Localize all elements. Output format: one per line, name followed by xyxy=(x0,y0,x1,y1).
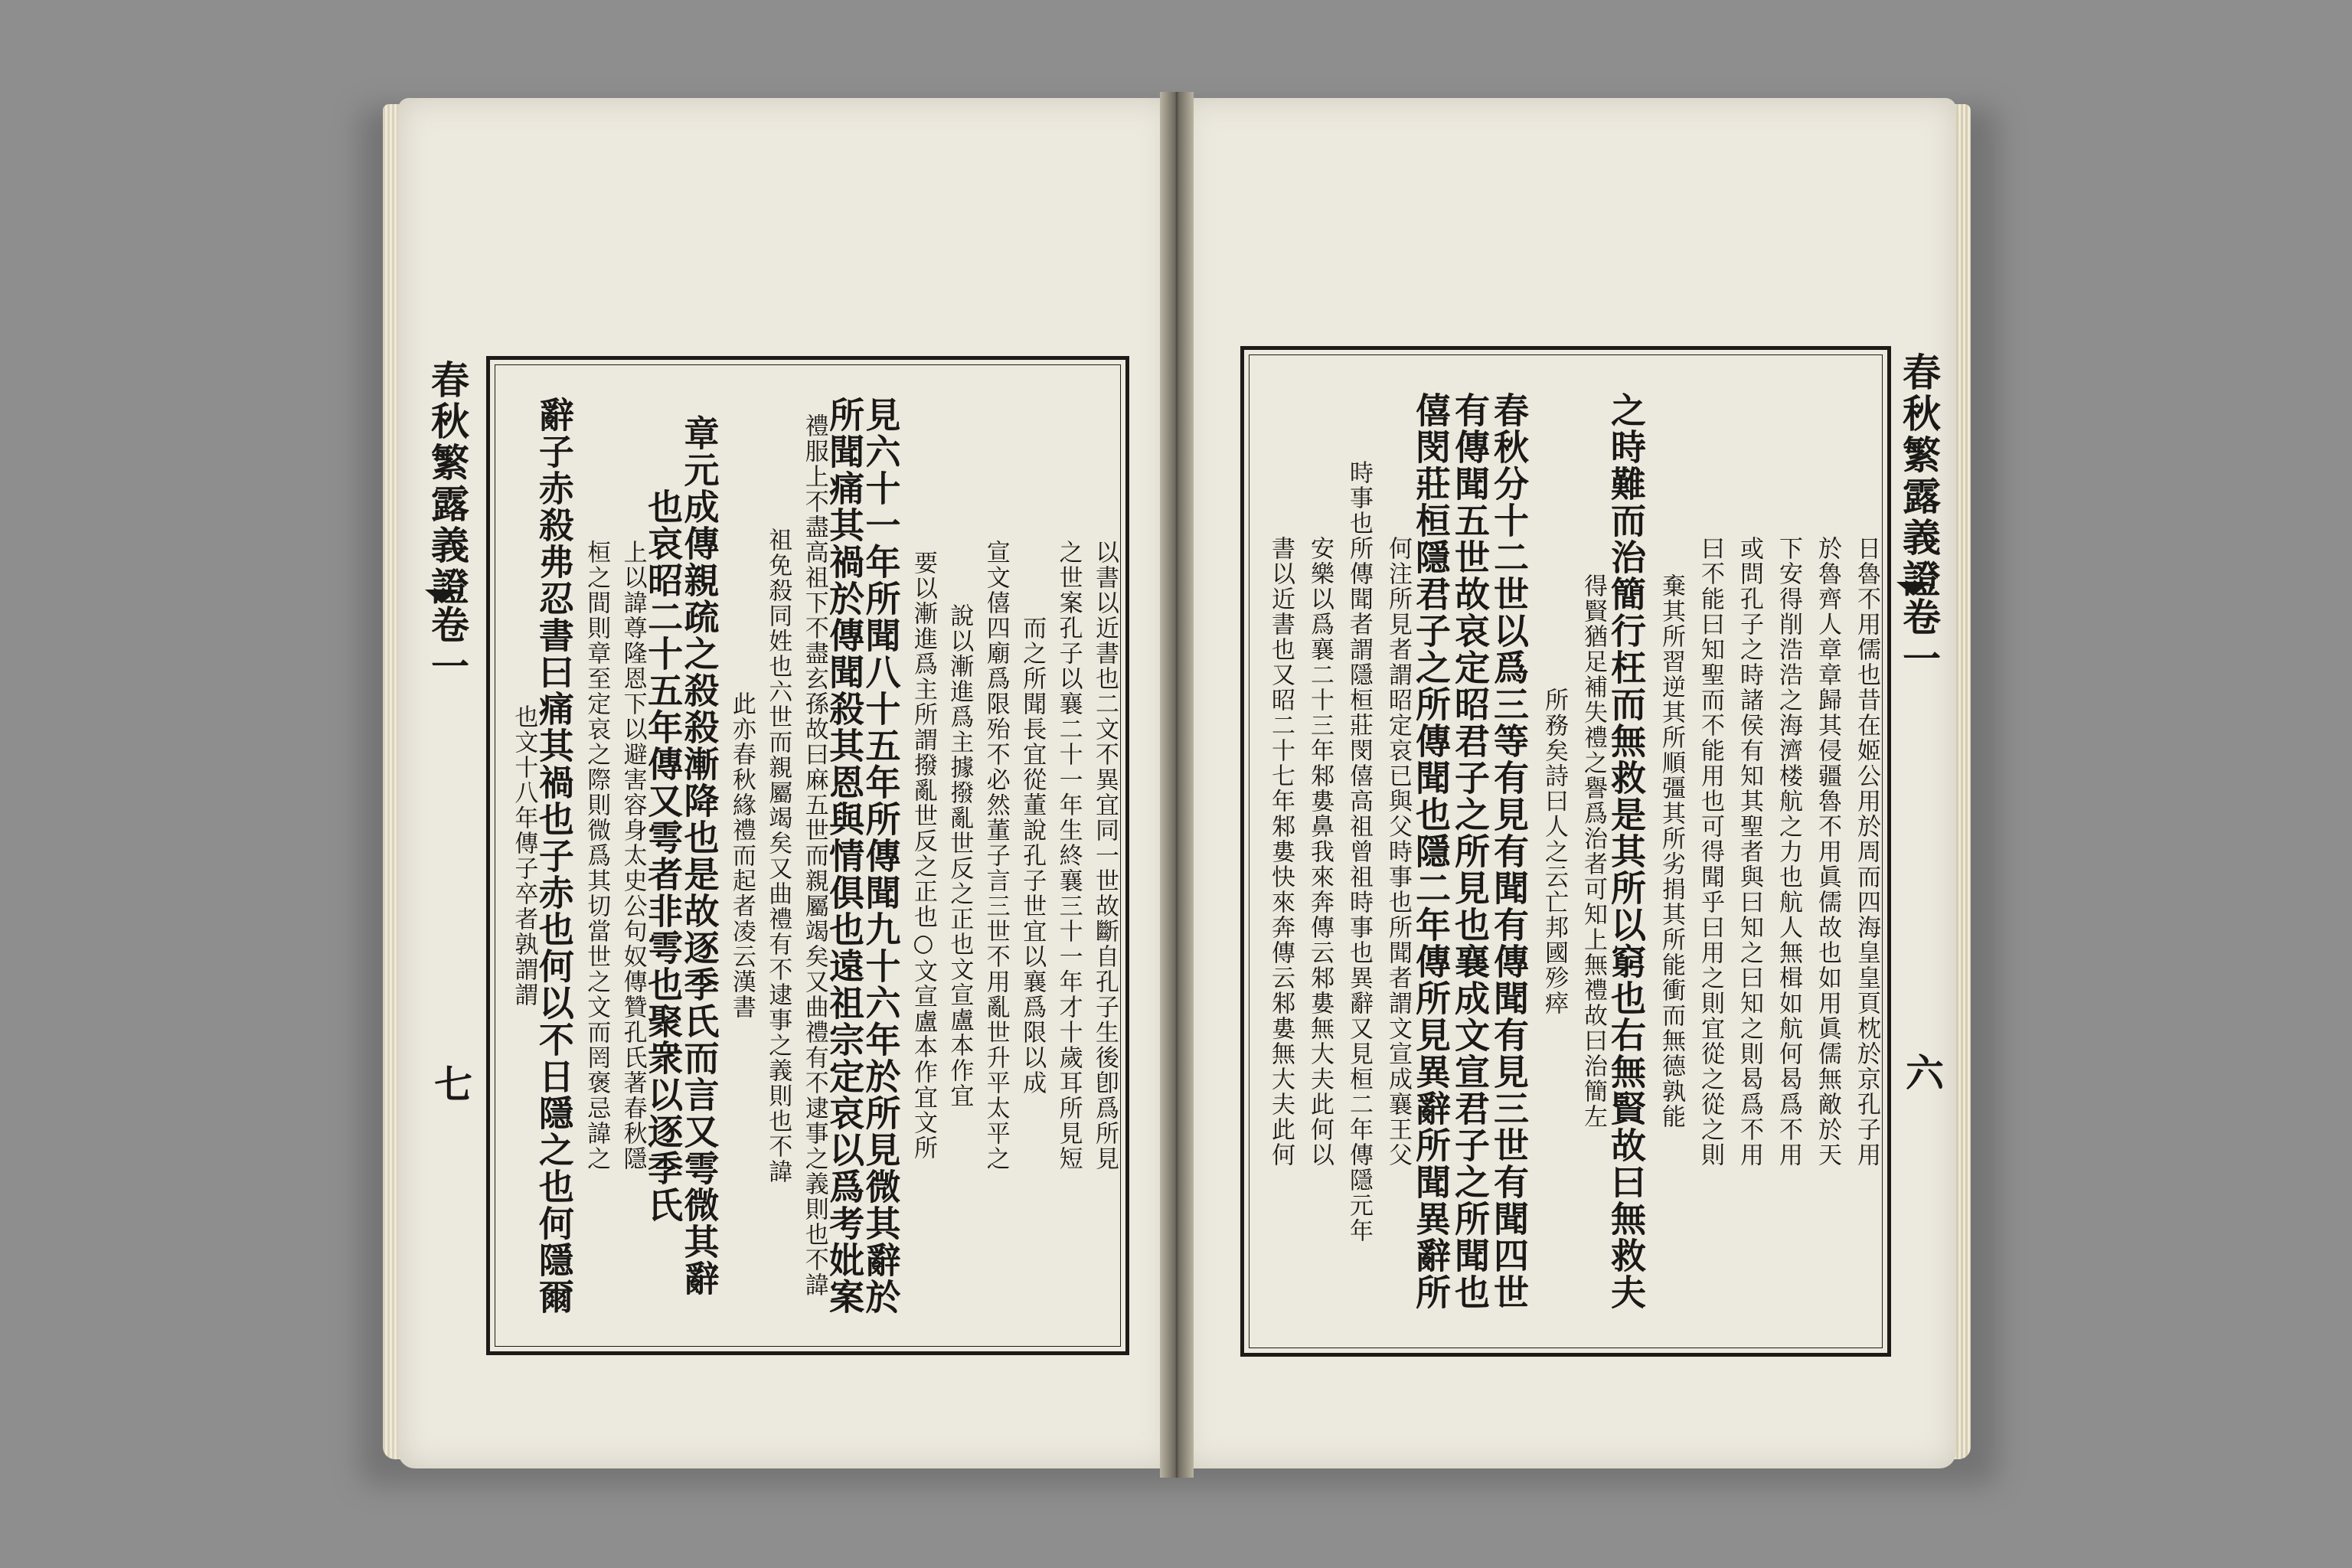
left-volume-label: 卷一 xyxy=(425,605,470,688)
text-column: 說以漸進爲主據撥亂世反之正也文宣盧本作宜 xyxy=(946,603,974,1109)
text-column: 所務矣詩曰人之云亡邦國殄瘁 xyxy=(1540,687,1568,1016)
left-margin-title: 春秋繁露義證 xyxy=(425,360,470,608)
text-column: 書以近書也又昭二十七年邾婁快來奔傳云邾婁無大夫此何 xyxy=(1267,535,1295,1168)
text-column: 以書以近書也二文不異宜同一世故斷自孔子生後卽爲所見 xyxy=(1091,540,1119,1171)
text-column: 時事也所傳聞者謂隱桓莊閔僖高祖曾祖時事也異辭又見桓二年傳隱元年 xyxy=(1345,459,1373,1243)
text-column: 而之所聞長宜從董說孔子世宜以襄爲限以成 xyxy=(1018,616,1047,1096)
text-column: 或問孔子之時諸侯有知其聖者與曰知之曰知之則曷爲不用 xyxy=(1736,535,1763,1168)
right-margin-title: 春秋繁露義證 xyxy=(1896,352,1942,600)
text-column: 棄其所習逆其所順彊其所劣捐其所能衝而無德孰能 xyxy=(1658,573,1685,1129)
right-text-frame xyxy=(1240,346,1891,1357)
text-column: 曰不能曰知聖而不能用也可得聞乎曰用之則宜從之從之則 xyxy=(1697,535,1724,1168)
book-gutter xyxy=(1160,92,1194,1478)
text-column: 要以漸進爲主所謂撥亂世反之正也○文宣盧本作宜文所 xyxy=(909,550,937,1161)
text-column: 辭子赤殺弗忍書曰痛其禍也子赤也何以不日隱之也何隱爾 xyxy=(533,396,575,1315)
text-column: 章元成傳親疏之殺殺漸降也是故逐季氏而言又雩微其辭 xyxy=(678,414,720,1297)
left-folio-number: 七 xyxy=(428,1064,473,1102)
text-column: 得賢猶足補失禮之譽爲治者可知上無禮故曰治簡左 xyxy=(1579,573,1607,1129)
text-column: 僖閔莊桓隱君子之所傳聞也隱二年傳所見異辭所聞異辭所 xyxy=(1410,392,1452,1311)
text-column: 也哀昭二十五年傳又雩者非雩也聚衆以逐季氏 xyxy=(642,488,684,1223)
text-column: 何注所見者謂昭定哀已與父時事也所聞者謂文宣成襄王父 xyxy=(1384,535,1412,1168)
text-column: 下安得削浩浩之海濟楼航之力也航人無楫如航何曷爲不用 xyxy=(1775,535,1802,1168)
text-column: 之世案孔子以襄二十一年生終襄三十一年才十歲耳所見短 xyxy=(1054,540,1083,1171)
text-column: 上以諱尊隆恩下以避害容身太史公句奴傳贊孔氏著春秋隱 xyxy=(619,540,647,1171)
text-column: 此亦春秋緣禮而起者凌云漢書 xyxy=(727,691,756,1020)
text-column: 桓之間則章至定哀之際則微爲其切當世之文而罔褒忌諱之 xyxy=(583,540,611,1171)
text-column: 於魯齊人章章歸其侵疆魯不用眞儒故也如用眞儒無敵於天 xyxy=(1814,535,1841,1168)
text-column: 安樂以爲襄二十三年邾婁鼻我來奔傳云邾婁無大夫此何以 xyxy=(1306,535,1334,1168)
right-folio-number: 六 xyxy=(1900,1053,1945,1091)
fishtail-mark xyxy=(1896,582,1930,596)
text-column: 所聞痛其禍於傳聞殺其恩與情俱也遠祖宗定哀以爲考妣案 xyxy=(824,396,866,1315)
text-column: 日魯不用儒也昔在姬公用於周而四海皇皇頁枕於京孔子用 xyxy=(1853,535,1880,1168)
text-column: 也文十八年傳子卒者孰謂謂 xyxy=(510,704,538,1008)
fishtail-mark xyxy=(425,590,459,603)
text-column: 見六十一年所聞八十五年所傳聞九十六年於所見微其辭於 xyxy=(860,396,902,1315)
text-column: 有傳聞五世故哀定昭君子之所見也襄成文宣君子之所聞也 xyxy=(1449,392,1491,1311)
text-column: 之時難而治簡行枉而無救是其所以窮也右無賢故曰無救夫 xyxy=(1606,392,1647,1311)
text-column: 禮服上不盡高祖下不盡玄孫故曰麻五世而親屬竭矣又曲禮有不逮事之義則也不諱 xyxy=(800,413,828,1298)
left-text-frame xyxy=(486,356,1129,1355)
text-column: 祖免殺同姓也六世而親屬竭矣又曲禮有不逮事之義則也不諱 xyxy=(764,527,792,1184)
text-column: 春秋分十二世以爲三等有見有聞有傳聞有見三世有聞四世 xyxy=(1488,392,1530,1311)
text-column: 宣文僖四廟爲限殆不必然董子言三世不用亂世升平太平之 xyxy=(982,540,1010,1171)
right-volume-label: 卷一 xyxy=(1896,597,1942,680)
